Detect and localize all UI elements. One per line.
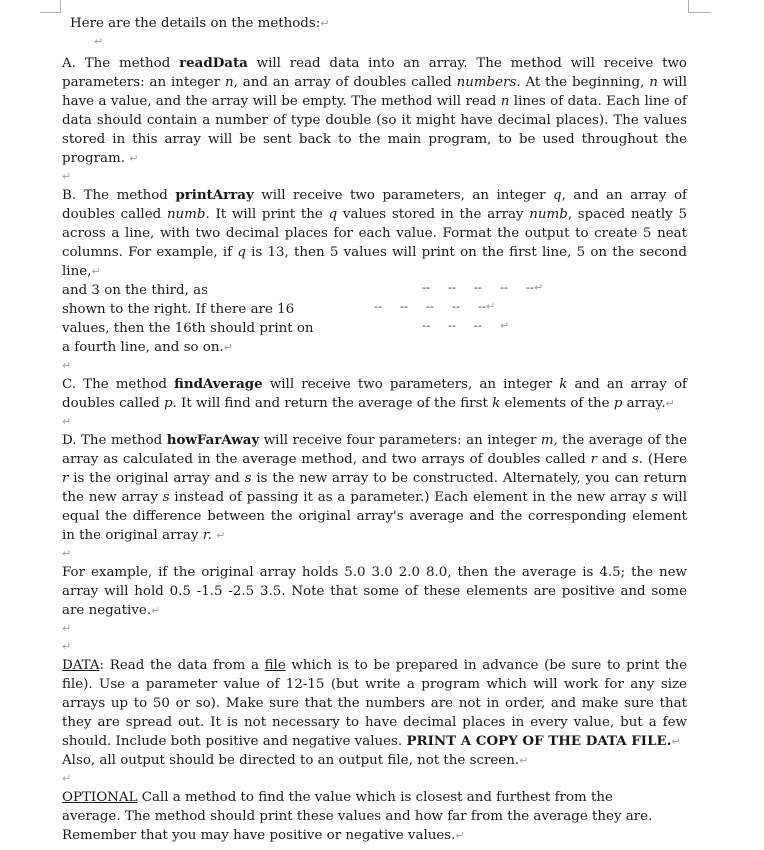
- section-b: B. The method printArray will receive two parameters, an integer q, and an array of doubles called numb. It will print the q values stored in the array numb, spaced neatly 5 across a line, with two decimal places for each value. Format the output to create 5 neat columns. For example, if q is 13, then 5 values will print on the first line, 5 on the second line,↵: [62, 187, 687, 279]
- section-a: A. The method readData will read data into an array. The method will receive two parameters: an integer n, and an array of doubles called numbers. At the beginning, n will have a value, and the array will be empty. The method will read n lines of data. Each line of data should contain a number of type double (so it might have decimal places). The values stored in this array will be sent back to the main program, to be used throughout the program. ↵: [62, 55, 688, 166]
- optional-section: [62, 788, 662, 845]
- data-section: DATA: Read the data from a file which is to be prepared in advance (be sure to print the file). Use a parameter value of 12-15 (but write a program which will work for any size arrays up to 50 or so). Make sure that the numbers are not in order, and make sure that they are spread out. It is not necessary to have decimal places in every value, but a few should. Include both positive and negative values. PRINT A COPY OF THE DATA FILE.↵ Also, all output should be directed to an output file, not the screen.↵: [62, 658, 687, 768]
- example-paragraph: For example, if the original array holds 5.0 3.0 2.0 8.0, then the average is 4.5; the new array will hold 0.5 -1.5 -2.5 3.5. Note that some of these elements are positive and some are negative.↵: [62, 565, 687, 618]
- page-corner-mark-right: [688, 0, 711, 13]
- page-corner-mark-left: [40, 0, 61, 13]
- section-d: D. The method howFarAway will receive four parameters: an integer m, the average of the array as calculated in the average method, and two arrays of doubles called r and s. (Here r is the original array and s is the new array to be constructed. Alternately, you can return the new array s instead of passing it as a parameter.) Each element in the new array s will equal the difference between the original array's average and the corresponding element in the original array r. ↵: [62, 432, 687, 543]
- blank-line: ↵: [62, 359, 72, 372]
- example-output-row-1: -- -- -- -- --↵: [422, 281, 544, 294]
- blank-line: ↵: [94, 35, 104, 48]
- section-b-wrap-line-2: shown to the right. If there are 16: [62, 302, 295, 317]
- section-b-wrap-line-1: and 3 on the third, as: [62, 283, 208, 298]
- blank-line: ↵: [62, 547, 72, 560]
- blank-line: ↵: [62, 640, 72, 653]
- blank-line: ↵: [62, 170, 72, 183]
- section-b-example-block: [62, 281, 687, 357]
- heading: Here are the details on the methods:↵: [70, 16, 330, 31]
- blank-line: ↵: [62, 415, 72, 428]
- example-output-row-2: -- -- -- -- --↵: [374, 300, 496, 313]
- section-b-wrap-line-3: values, then the 16th should print on: [62, 321, 314, 336]
- section-b-wrap-line-4: a fourth line, and so on.↵: [62, 340, 233, 355]
- example-output-row-3: -- -- -- ↵: [422, 319, 510, 332]
- blank-line: ↵: [62, 772, 72, 785]
- document-page: [62, 14, 687, 845]
- section-c: C. The method findAverage will receive two parameters, an integer k and an array of doubles called p. It will find and return the average of the first k elements of the p array.↵: [62, 376, 687, 411]
- blank-line: ↵: [62, 622, 72, 635]
- optional-paragraph: OPTIONAL Call a method to find the value which is closest and furthest from the average. The method should print these values and how far from the average they are. Remember that you may have positive or negative values.↵: [62, 790, 653, 843]
